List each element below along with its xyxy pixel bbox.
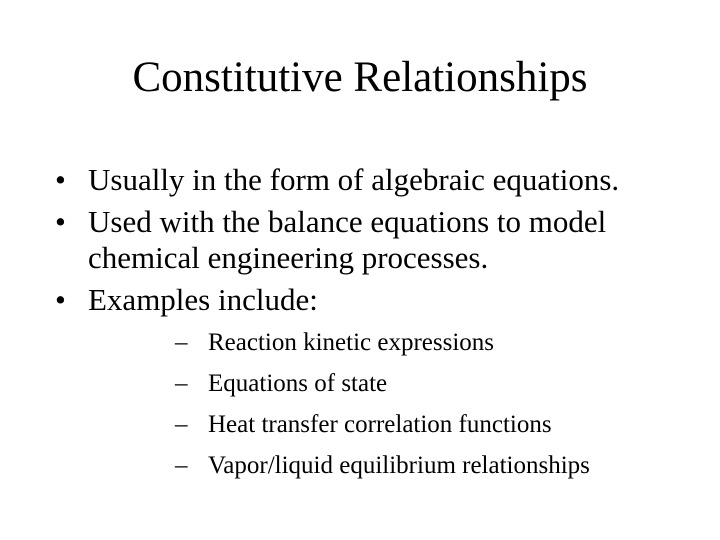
bullet-item	[0, 162, 648, 198]
bullet-text: Examples include:	[88, 282, 318, 317]
bullet-marker: •	[55, 162, 66, 197]
sub-bullet-item	[88, 451, 648, 481]
sub-bullet-text: Equations of state	[208, 370, 388, 397]
sub-bullet-marker: –	[175, 329, 188, 356]
bullet-item	[0, 282, 648, 481]
bullet-text: Usually in the form of algebraic equations.	[88, 162, 620, 197]
bullet-marker: •	[55, 282, 66, 317]
sub-bullet-text: Heat transfer correlation functions	[208, 411, 552, 438]
sub-bullet-text: Vapor/liquid equilibrium relationships	[208, 452, 590, 479]
sub-bullet-list	[88, 328, 648, 481]
slide-title: Constitutive Relationships	[132, 54, 588, 101]
bullet-marker: •	[55, 204, 66, 239]
sub-bullet-text: Reaction kinetic expressions	[208, 329, 495, 356]
sub-bullet-marker: –	[175, 370, 188, 397]
bullet-list	[0, 162, 720, 492]
bullet-item	[0, 204, 648, 276]
sub-bullet-item	[88, 369, 648, 399]
sub-bullet-marker: –	[175, 452, 188, 479]
sub-bullet-marker: –	[175, 411, 188, 438]
sub-bullet-item	[88, 410, 648, 440]
sub-bullet-item	[88, 328, 648, 358]
bullet-text: Used with the balance equations to model chemical engineering processes.	[88, 204, 607, 275]
